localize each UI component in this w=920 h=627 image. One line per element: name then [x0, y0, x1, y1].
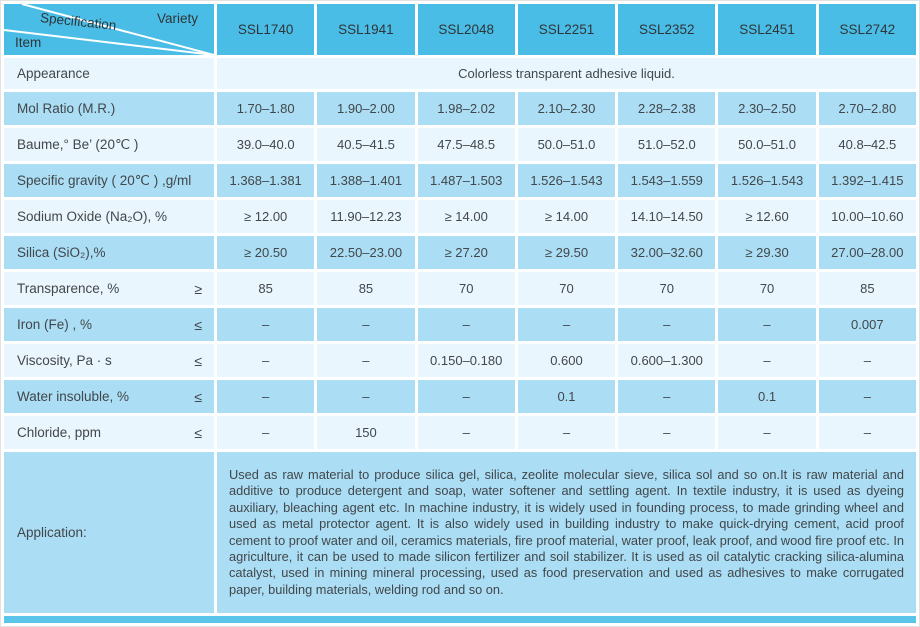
value-cell: – [418, 416, 515, 449]
row-label [4, 308, 214, 341]
value-cell: 1.526–1.543 [718, 164, 815, 197]
value-cell: – [819, 380, 916, 413]
value-cell: 11.90–12.23 [317, 200, 414, 233]
row-limit-symbol: ≤ [194, 316, 202, 333]
value-cell: 14.10–14.50 [618, 200, 715, 233]
value-cell: ≥ 14.00 [518, 200, 615, 233]
value-cell: 10.00–10.60 [819, 200, 916, 233]
value-cell: 2.10–2.30 [518, 92, 615, 125]
row-label [4, 200, 214, 233]
value-cell: 0.600 [518, 344, 615, 377]
value-cell: 40.5–41.5 [317, 128, 414, 161]
corner-cell [4, 4, 214, 55]
value-cell: 51.0–52.0 [618, 128, 715, 161]
row-label [4, 272, 214, 305]
value-cell: ≥ 12.60 [718, 200, 815, 233]
table-row [4, 416, 916, 449]
column-header-ssl2048: SSL2048 [418, 4, 515, 55]
row-limit-symbol: ≤ [194, 352, 202, 369]
row-limit-symbol: ≤ [194, 388, 202, 405]
value-cell: ≥ 27.20 [418, 236, 515, 269]
row-label-text: Baume,° Be’ (20℃ ) [17, 136, 139, 152]
value-cell: 70 [618, 272, 715, 305]
value-cell: – [317, 344, 414, 377]
value-cell: ≥ 12.00 [217, 200, 314, 233]
application-cell [217, 452, 916, 613]
value-cell: – [418, 380, 515, 413]
value-cell: ≥ 29.50 [518, 236, 615, 269]
value-cell: 0.150–0.180 [418, 344, 515, 377]
value-cell: 1.487–1.503 [418, 164, 515, 197]
value-cell: – [718, 344, 815, 377]
value-cell: 1.368–1.381 [217, 164, 314, 197]
column-header-ssl2352: SSL2352 [618, 4, 715, 55]
table-row [4, 164, 916, 197]
value-cell: – [317, 380, 414, 413]
table-row [4, 200, 916, 233]
corner-label-variety: Variety [156, 11, 198, 26]
table-row [4, 128, 916, 161]
value-cell: 150 [317, 416, 414, 449]
value-cell: 1.388–1.401 [317, 164, 414, 197]
value-cell: 1.98–2.02 [418, 92, 515, 125]
value-cell: – [518, 308, 615, 341]
column-header-ssl1941: SSL1941 [317, 4, 414, 55]
value-cell: 1.543–1.559 [618, 164, 715, 197]
value-cell: 70 [418, 272, 515, 305]
row-label [4, 344, 214, 377]
value-cell: 39.0–40.0 [217, 128, 314, 161]
row-label-text: Appearance [17, 66, 90, 81]
table-row-application [4, 452, 916, 613]
column-header-ssl2251: SSL2251 [518, 4, 615, 55]
value-cell: – [718, 416, 815, 449]
value-cell: ≥ 29.30 [718, 236, 815, 269]
table-row [4, 272, 916, 305]
row-label-text: Sodium Oxide (Na₂O), % [17, 209, 168, 224]
value-cell: – [518, 416, 615, 449]
table-header-row [4, 4, 916, 55]
row-label [4, 452, 214, 613]
value-cell: – [618, 308, 715, 341]
value-cell: 47.5–48.5 [418, 128, 515, 161]
value-cell: – [217, 416, 314, 449]
row-label [4, 236, 214, 269]
column-header-ssl2451: SSL2451 [718, 4, 815, 55]
value-cell: – [317, 308, 414, 341]
value-cell: 2.28–2.38 [618, 92, 715, 125]
row-label-text: Mol Ratio (M.R.) [17, 101, 116, 116]
row-label-text: Specific gravity ( 20℃ ) ,g/ml [17, 172, 192, 188]
value-cell: 0.1 [518, 380, 615, 413]
value-cell: 0.600–1.300 [618, 344, 715, 377]
value-cell: – [217, 380, 314, 413]
value-cell: 40.8–42.5 [819, 128, 916, 161]
next-section-strip [4, 616, 916, 623]
value-cell: 85 [217, 272, 314, 305]
value-cell: 2.30–2.50 [718, 92, 815, 125]
column-header-ssl2742: SSL2742 [819, 4, 916, 55]
value-cell: 32.00–32.60 [618, 236, 715, 269]
table-row [4, 92, 916, 125]
value-cell: – [718, 308, 815, 341]
value-cell: 22.50–23.00 [317, 236, 414, 269]
row-label [4, 164, 214, 197]
application-text: Used as raw material to produce silica gel, silica, zeolite molecular sieve, silica sol and so on.It is raw material and additive to produce detergent and soap, water softener and settling agent. In textile industry, it is used as dyeing auxiliary, bleaching agent etc. In machine industry, it is widely used in founding process, to made grinding wheel and used as metal protector agent. It is also widely used in building industry to make quick-drying cement, acid proof cement to proof water and oil, ceramics materials, fire proof material, water proof, leak proof, and wood fire proof etc. In agriculture, it can be used to made silicon fertilizer and soil stabilizer. It is used as oil catalytic cracking silica-alumina catalyst, used in mining mineral processing, used as food preservation and used as adhesives to make corrugated paper, building materials, welding rod and so on. [229, 466, 904, 597]
value-cell: ≥ 14.00 [418, 200, 515, 233]
row-label-text: Application: [17, 525, 87, 540]
row-limit-symbol: ≤ [194, 424, 202, 441]
value-cell: 27.00–28.00 [819, 236, 916, 269]
value-cell: – [217, 344, 314, 377]
value-cell: 1.392–1.415 [819, 164, 916, 197]
row-label [4, 92, 214, 125]
value-cell: 0.007 [819, 308, 916, 341]
value-cell: 0.1 [718, 380, 815, 413]
value-cell: 1.526–1.543 [518, 164, 615, 197]
value-cell: – [819, 416, 916, 449]
row-limit-symbol: ≥ [194, 280, 202, 297]
column-header-ssl1740: SSL1740 [217, 4, 314, 55]
row-label [4, 128, 214, 161]
row-label-text: Chloride, ppm [17, 425, 102, 440]
appearance-value: Colorless transparent adhesive liquid. [217, 58, 916, 89]
value-cell: 2.70–2.80 [819, 92, 916, 125]
row-label [4, 416, 214, 449]
row-label [4, 380, 214, 413]
value-cell: 70 [718, 272, 815, 305]
row-label-text: Water insoluble, % [17, 389, 130, 404]
corner-label-item: Item [15, 35, 42, 50]
row-label-text: Transparence, % [17, 281, 120, 296]
row-label-text: Iron (Fe) , % [17, 317, 93, 332]
value-cell: 85 [317, 272, 414, 305]
value-cell: ≥ 20.50 [217, 236, 314, 269]
value-cell: – [819, 344, 916, 377]
value-cell: 1.70–1.80 [217, 92, 314, 125]
row-label [4, 58, 214, 89]
row-label-text: Silica (SiO₂),% [17, 245, 106, 260]
value-cell: 1.90–2.00 [317, 92, 414, 125]
value-cell: – [217, 308, 314, 341]
row-label-text: Viscosity, Pa · s [17, 353, 112, 368]
table-row [4, 344, 916, 377]
value-cell: 50.0–51.0 [518, 128, 615, 161]
table-row-appearance [4, 58, 916, 89]
value-cell: – [618, 416, 715, 449]
table-row [4, 380, 916, 413]
table-row [4, 308, 916, 341]
value-cell: – [618, 380, 715, 413]
value-cell: – [418, 308, 515, 341]
value-cell: 50.0–51.0 [718, 128, 815, 161]
table-row [4, 236, 916, 269]
value-cell: 85 [819, 272, 916, 305]
corner-label-specification: Specification [39, 10, 118, 33]
value-cell: 70 [518, 272, 615, 305]
